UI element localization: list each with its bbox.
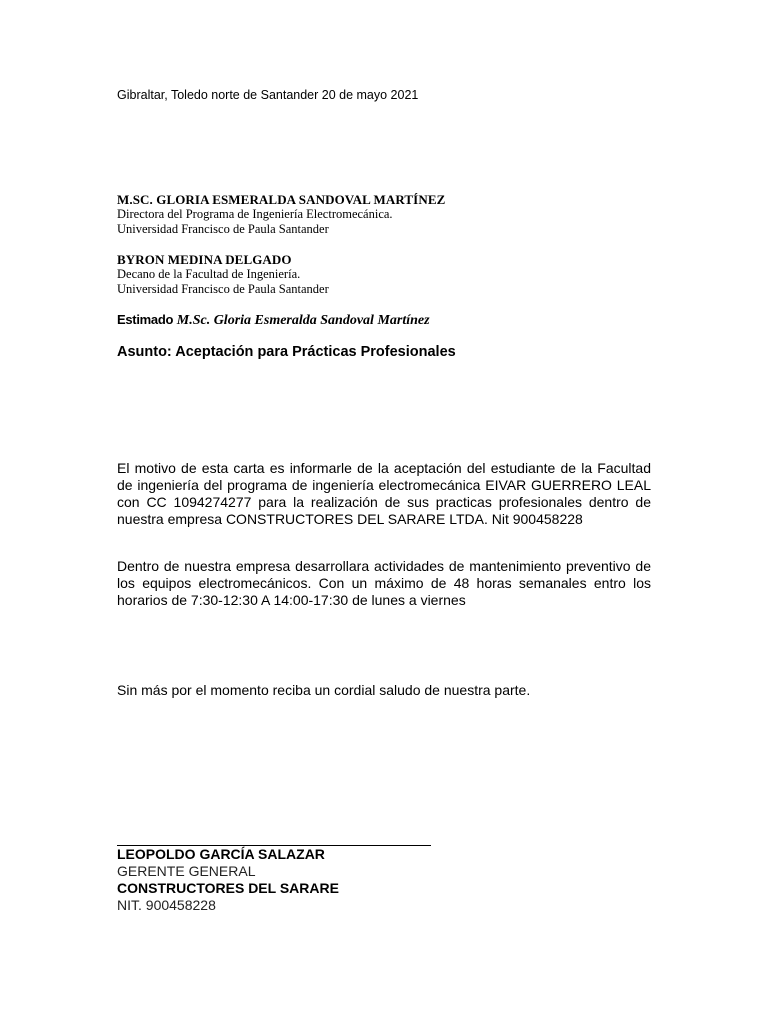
- subject-line: Asunto: Aceptación para Prácticas Profesionales: [117, 344, 456, 360]
- recipient-name: M.SC. GLORIA ESMERALDA SANDOVAL MARTÍNEZ: [117, 192, 446, 207]
- greeting-name: M.Sc. Gloria Esmeralda Sandoval Martínez: [176, 313, 430, 328]
- recipient-org: Universidad Francisco de Paula Santander: [117, 282, 329, 296]
- greeting-label: Estimado: [117, 312, 174, 327]
- greeting: [117, 312, 430, 329]
- body-paragraph-2: Dentro de nuestra empresa desarrollara actividades de mantenimiento preventivo de los equipos electromecánicos. Con un máximo de 48 horas semanales entro los horarios de 7:30-12:30 A 14:00-17:30 de lunes a viernes: [117, 558, 651, 608]
- recipient-org: Universidad Francisco de Paula Santander: [117, 222, 329, 236]
- signatory-name: LEOPOLDO GARCÍA SALAZAR: [117, 846, 325, 862]
- place-date: Gibraltar, Toledo norte de Santander 20 de mayo 2021: [117, 88, 419, 102]
- signatory-nit: NIT. 900458228: [117, 897, 216, 913]
- recipient-title: Decano de la Facultad de Ingeniería.: [117, 267, 301, 281]
- signature-block: [117, 846, 339, 914]
- recipient-block-1: [117, 192, 445, 237]
- recipient-title: Directora del Programa de Ingeniería Electromecánica.: [117, 207, 393, 221]
- recipient-name: BYRON MEDINA DELGADO: [117, 252, 292, 267]
- signatory-role: GERENTE GENERAL: [117, 863, 256, 879]
- closing-paragraph: Sin más por el momento reciba un cordial saludo de nuestra parte.: [117, 682, 531, 698]
- body-paragraph-1: El motivo de esta carta es informarle de la aceptación del estudiante de la Facultad de ingeniería del programa de ingeniería electromecánica EIVAR GUERRERO LEAL con CC 1094274277 para la realización de sus practicas profesionales dentro de nuestra empresa CONSTRUCTORES DEL SARARE LTDA. Nit 900458228: [117, 460, 651, 527]
- recipient-block-2: [117, 252, 329, 297]
- signatory-company: CONSTRUCTORES DEL SARARE: [117, 880, 339, 896]
